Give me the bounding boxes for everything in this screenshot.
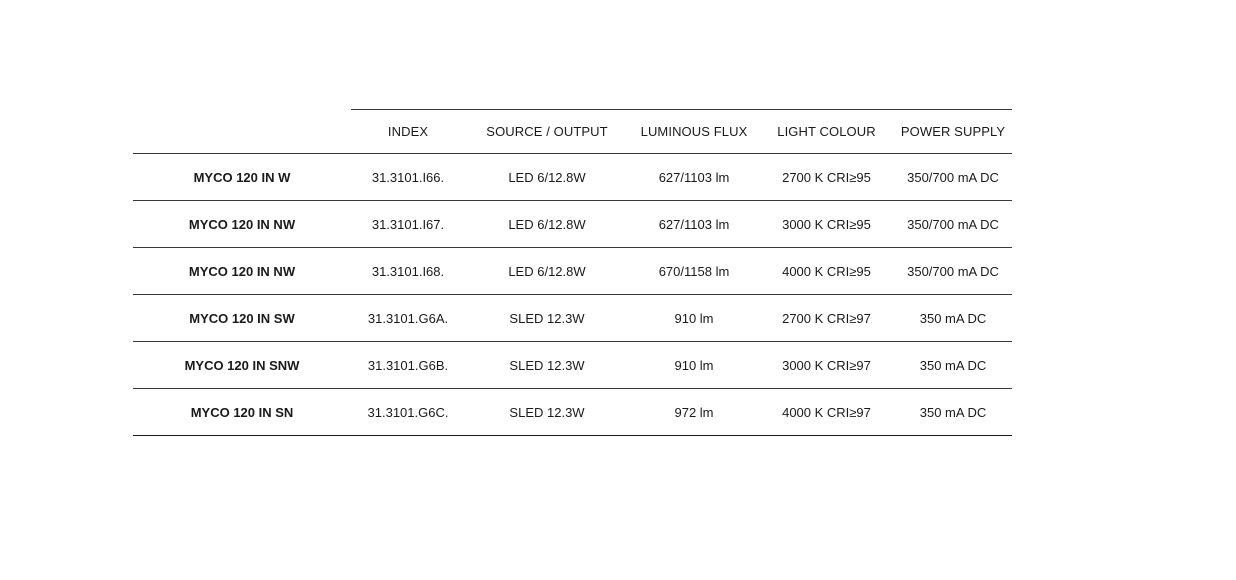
product-index: 31.3101.G6B.: [367, 357, 449, 373]
header-index: INDEX: [387, 123, 429, 139]
product-power: 350 mA DC: [919, 310, 987, 326]
product-source: SLED 12.3W: [509, 310, 585, 326]
product-name: MYCO 120 IN SN: [190, 404, 294, 420]
product-colour: 4000 K CRI≥95: [782, 263, 871, 279]
product-colour: 3000 K CRI≥97: [782, 357, 871, 373]
product-source: SLED 12.3W: [509, 357, 585, 373]
product-name: MYCO 120 IN NW: [188, 263, 296, 279]
product-power: 350/700 mA DC: [907, 263, 999, 279]
product-index: 31.3101.G6C.: [367, 404, 449, 420]
product-colour: 4000 K CRI≥97: [782, 404, 871, 420]
product-source: LED 6/12.8W: [508, 216, 586, 232]
table-row: [133, 295, 1012, 342]
table-row: [133, 389, 1012, 436]
product-index: 31.3101.I66.: [371, 169, 445, 185]
product-index: 31.3101.I67.: [371, 216, 445, 232]
header-source: SOURCE / OUTPUT: [486, 123, 608, 139]
product-power: 350 mA DC: [919, 357, 987, 373]
header-flux: LUMINOUS FLUX: [640, 123, 748, 139]
product-flux: 910 lm: [674, 310, 714, 326]
product-source: LED 6/12.8W: [508, 263, 586, 279]
product-power: 350/700 mA DC: [907, 216, 999, 232]
product-colour: 2700 K CRI≥97: [782, 310, 871, 326]
product-source: LED 6/12.8W: [508, 169, 586, 185]
product-power: 350/700 mA DC: [907, 169, 999, 185]
header-colour: LIGHT COLOUR: [777, 123, 876, 139]
product-name: MYCO 120 IN SW: [189, 310, 295, 326]
product-source: SLED 12.3W: [509, 404, 585, 420]
product-name: MYCO 120 IN W: [193, 169, 291, 185]
table-header-row: [133, 109, 1012, 154]
product-name: MYCO 120 IN SNW: [184, 357, 300, 373]
product-power: 350 mA DC: [919, 404, 987, 420]
product-flux: 627/1103 lm: [658, 216, 730, 232]
product-index: 31.3101.I68.: [371, 263, 445, 279]
header-power: POWER SUPPLY: [900, 123, 1006, 139]
product-colour: 3000 K CRI≥95: [782, 216, 871, 232]
table-row: [133, 248, 1012, 295]
product-flux: 972 lm: [674, 404, 714, 420]
product-flux: 910 lm: [674, 357, 714, 373]
product-index: 31.3101.G6A.: [367, 310, 449, 326]
table-row: [133, 342, 1012, 389]
product-colour: 2700 K CRI≥95: [782, 169, 871, 185]
product-spec-table: [133, 109, 1012, 436]
product-flux: 627/1103 lm: [658, 169, 730, 185]
product-name: MYCO 120 IN NW: [188, 216, 296, 232]
table-row: [133, 201, 1012, 248]
product-flux: 670/1158 lm: [658, 263, 730, 279]
table-row: [133, 154, 1012, 201]
